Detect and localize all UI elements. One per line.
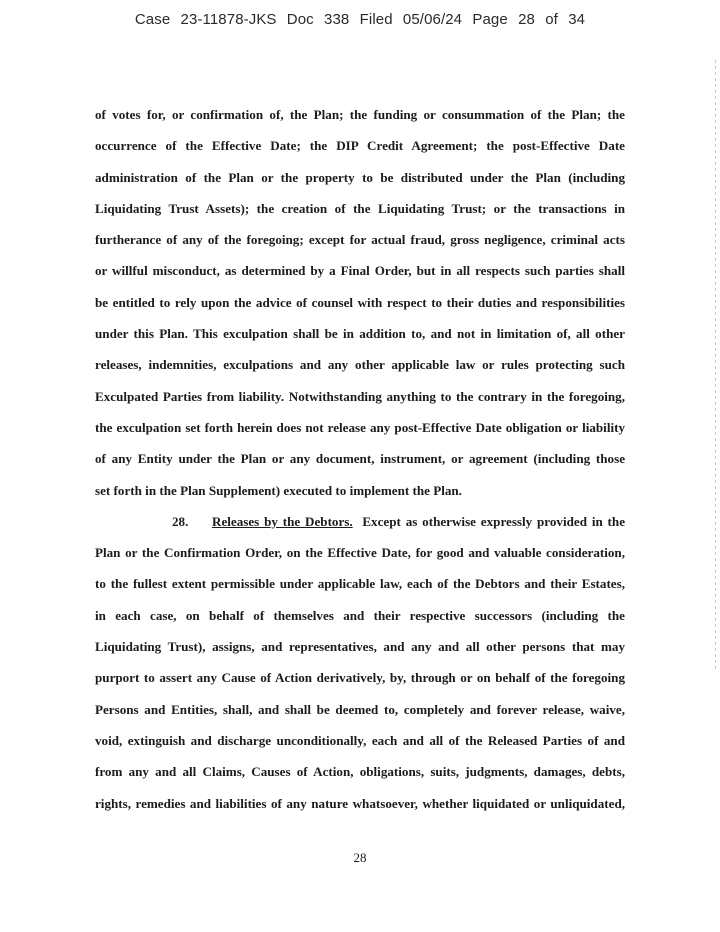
text-line: void, extinguish and discharge unconditionally, each and all of the Released Parties of and xyxy=(95,732,625,748)
exculpation-paragraph xyxy=(95,103,625,510)
text-line: of votes for, or confirmation of, the Plan; the funding or consummation of the Plan; the xyxy=(95,107,625,122)
text-line: the exculpation set forth herein does not release any post-Effective Date obligation or liability xyxy=(95,419,625,435)
text-line: occurrence of the Effective Date; the DIP Credit Agreement; the post-Effective Date xyxy=(95,138,625,154)
text-line: Persons and Entities, shall, and shall be deemed to, completely and forever release, waive, xyxy=(95,701,625,717)
text-line: Exculpated Parties from liability. Notwithstanding anything to the contrary in the foregoing, xyxy=(95,388,625,404)
text-line: to the fullest extent permissible under applicable law, each of the Debtors and their Estates, xyxy=(95,576,625,592)
text-line: administration of the Plan or the property to be distributed under the Plan (including xyxy=(95,169,625,185)
text-line: releases, indemnities, exculpations and any other applicable law or rules protecting such xyxy=(95,357,625,373)
section-first-line-text: Except as otherwise expressly provided in the xyxy=(362,513,626,529)
text-line: under this Plan. This exculpation shall be in addition to, and not in limitation of, all other xyxy=(95,326,625,342)
text-line: set forth in the Plan Supplement) executed to implement the Plan. xyxy=(95,482,462,498)
section-first-line xyxy=(95,510,625,541)
text-line: Liquidating Trust), assigns, and representatives, and any and all other persons that may xyxy=(95,639,625,655)
text-line: purport to assert any Cause of Action derivatively, by, through or on behalf of the foregoing xyxy=(95,670,625,686)
text-line: furtherance of any of the foregoing; except for actual fraud, gross negligence, criminal acts xyxy=(95,232,625,248)
page-number: 28 xyxy=(353,850,367,865)
releases-by-debtors-section xyxy=(95,510,625,823)
section-heading: Releases by the Debtors. xyxy=(212,513,353,529)
court-filing-header: Case 23-11878-JKS Doc 338 Filed 05/06/24 Page 28 of 34 xyxy=(134,11,586,28)
scan-edge-artifact xyxy=(715,60,716,670)
text-line: in each case, on behalf of themselves and their respective successors (including the xyxy=(95,607,625,623)
text-line: Liquidating Trust Assets); the creation of the Liquidating Trust; or the transactions in xyxy=(95,200,625,216)
text-line: or willful misconduct, as determined by a Final Order, but in all respects such parties shall xyxy=(95,263,625,279)
section-number: 28. xyxy=(172,513,189,529)
document-body xyxy=(95,103,625,823)
text-line: be entitled to rely upon the advice of counsel with respect to their duties and responsibilities xyxy=(95,294,625,310)
text-line: rights, remedies and liabilities of any nature whatsoever, whether liquidated or unliquidated, xyxy=(95,795,625,811)
text-line: Plan or the Confirmation Order, on the Effective Date, for good and valuable consideration, xyxy=(95,545,625,561)
text-line: from any and all Claims, Causes of Action, obligations, suits, judgments, damages, debts, xyxy=(95,764,625,780)
text-line: of any Entity under the Plan or any document, instrument, or agreement (including those xyxy=(95,451,625,467)
